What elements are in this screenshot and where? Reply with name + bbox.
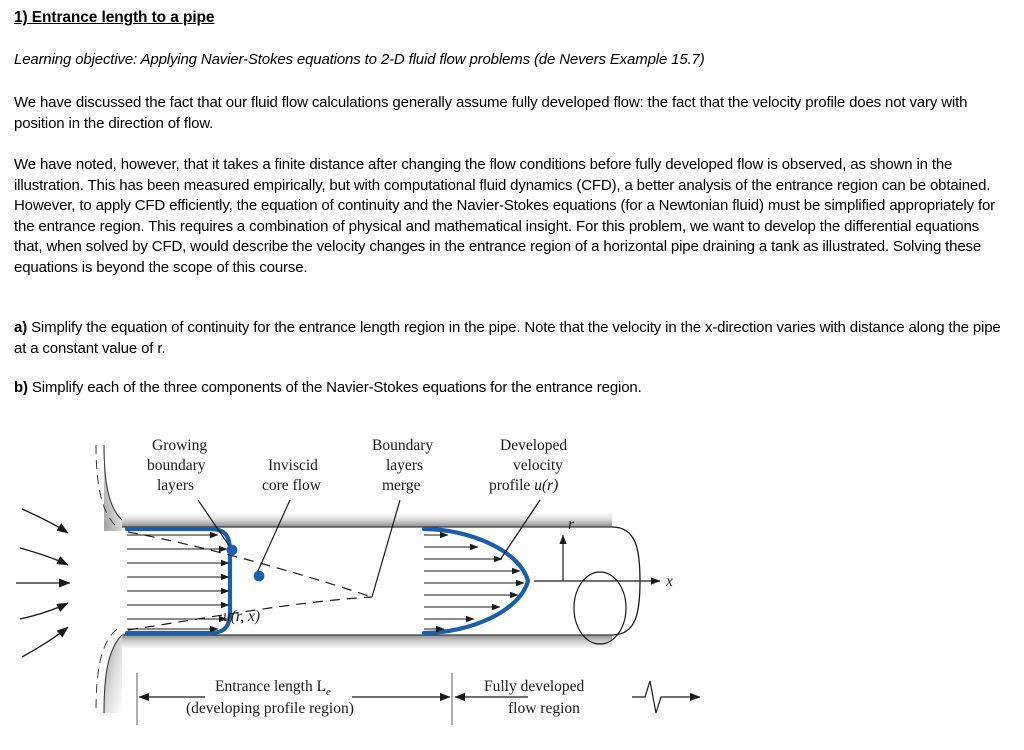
question-a-body: Simplify the equation of continuity for the entrance length region in the pipe. Note that the velocity in the x-direction varies with distance along the pipe at a constant value of r. [14, 319, 1001, 357]
label-inviscid-core-flow [262, 457, 322, 494]
label-boundary-layers-merge [372, 437, 433, 494]
leader-dot-inviscid-core-upper [227, 545, 238, 556]
svg-text:Inviscid: Inviscid [268, 457, 318, 474]
pipe-entrance-length-figure [0, 425, 1024, 750]
pipe-end-ellipse [574, 527, 640, 644]
question-b-body: Simplify each of the three components of the Navier-Stokes equations for the entrance region. [27, 379, 642, 396]
svg-text:profile u(r): profile u(r) [489, 477, 559, 494]
svg-text:Entrance length Le: Entrance length $L_e$ [215, 678, 331, 698]
paragraph-main-text: We have noted, however, that it takes a finite distance after changing the flow conditions before fully developed flow is observed, as shown in the illustration. This has been measured empirically, but with computational fluid dynamics (CFD), a better analysis of the entrance region can be obtained. However, to apply CFD efficiently, the equation of continuity and the Navier-Stokes equations (for a Newtonian fluid) must be simplified appropriately for the entrance region. This requires a combination of physical and mathematical insight. For this problem, we want to develop the differential equations that, when solved by CFD, would describe the velocity changes in the entrance region of a horizontal pipe draining a tank as illustrated. Solving these equations is beyond the scope of this course. [14, 156, 996, 276]
tank-wall-upper [96, 445, 122, 531]
question-a-text [14, 318, 1002, 359]
svg-text:Boundary: Boundary [372, 437, 434, 454]
question-b [14, 378, 1002, 399]
svg-text:core flow: core flow [262, 477, 321, 494]
axis-label-r: r [568, 516, 575, 533]
svg-text:(developing profile region): (developing profile region) [186, 700, 354, 717]
svg-text:layers: layers [157, 477, 195, 494]
label-entrance-length [186, 678, 354, 717]
svg-text:Developed: Developed [500, 437, 568, 454]
inlet-velocity-profile [127, 529, 230, 633]
page-title-wrapper [14, 8, 1002, 28]
svg-text:boundary: boundary [147, 457, 206, 474]
question-b-label: b) [14, 379, 28, 396]
leader-dot-inviscid-core-lower [254, 571, 265, 582]
inlet-profile-arrows [127, 535, 229, 629]
inlet-flow-arrows [16, 509, 70, 657]
learning-objective: Learning objective: Applying Navier-Stokes equations to 2-D fluid flow problems (de Nevers Example 15.7) [14, 51, 705, 68]
label-developed-velocity-profile [489, 437, 567, 494]
svg-text:flow region: flow region [508, 700, 580, 717]
developed-profile-arrows [424, 535, 524, 629]
svg-text:Fully developed: Fully developed [484, 678, 585, 695]
axis-label-x: x [666, 573, 673, 590]
svg-text:velocity: velocity [513, 457, 563, 474]
question-a-label: a) [14, 319, 28, 336]
question-b-text [14, 378, 1002, 399]
tank-wall-lower [96, 629, 122, 713]
label-velocity-field: u(r, x) [223, 608, 261, 625]
svg-text:Growing: Growing [152, 437, 208, 454]
paragraph-intro [14, 93, 1002, 134]
svg-text:layers: layers [386, 457, 424, 474]
pipe-wall-top [122, 513, 612, 527]
pipe-wall-bottom [122, 635, 612, 649]
label-growing-boundary-layers [147, 437, 207, 494]
page-title: 1) Entrance length to a pipe [14, 9, 215, 26]
coordinate-axes [534, 535, 660, 581]
svg-text:merge: merge [382, 477, 421, 494]
paragraph-main [14, 155, 1002, 278]
question-a [14, 318, 1002, 359]
paragraph-intro-text: We have discussed the fact that our fluid flow calculations generally assume fully developed flow: the fact that the velocity profile does not vary with position in the direction of flow. [14, 94, 968, 132]
developed-velocity-profile [424, 529, 528, 633]
